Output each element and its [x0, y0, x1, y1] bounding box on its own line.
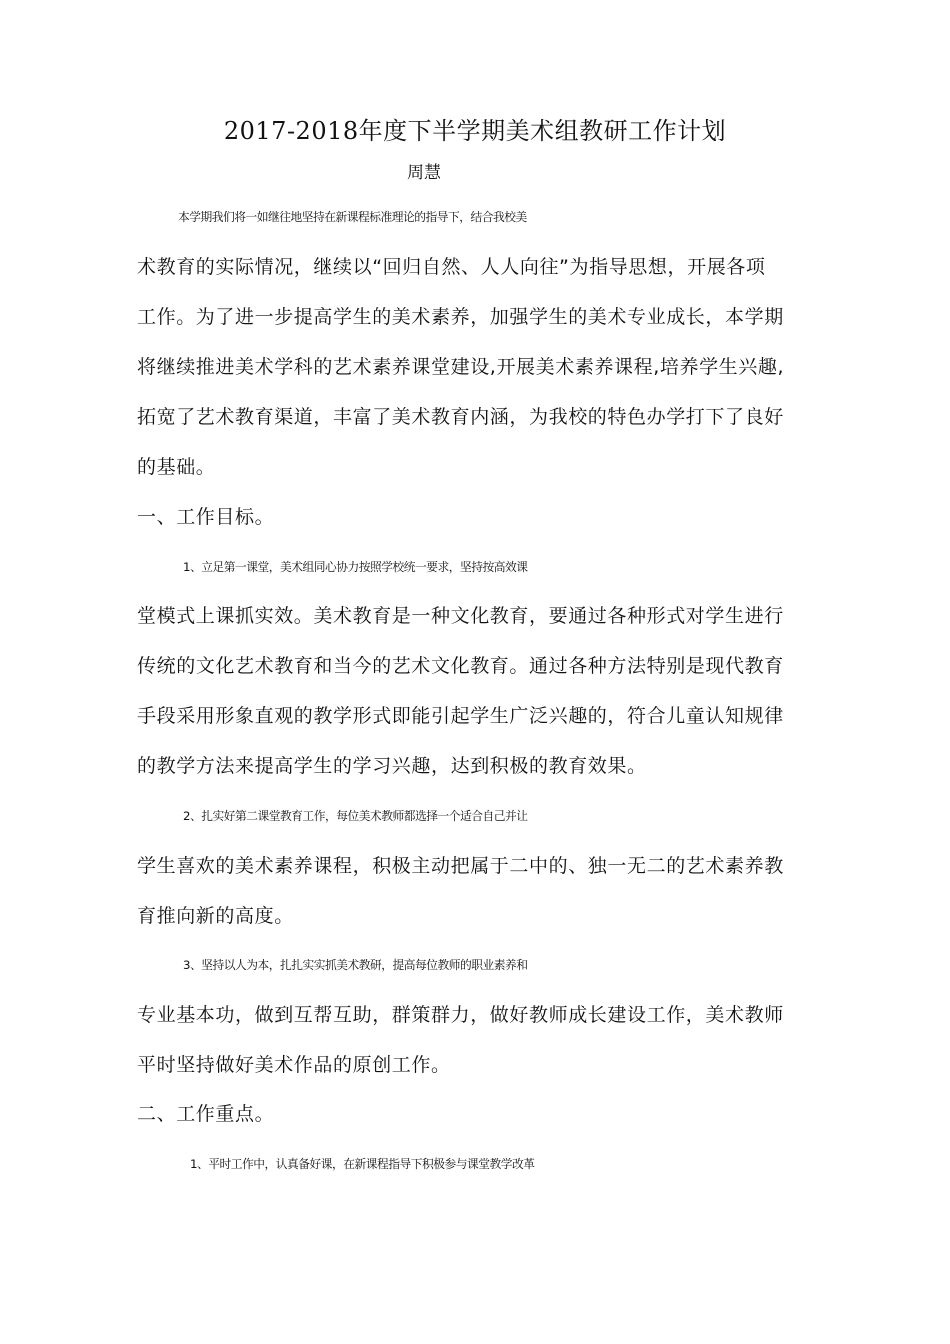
paragraph-line: 育推向新的高度。 — [137, 905, 294, 927]
paragraph-line: 的教学方法来提高学生的学习兴趣，达到积极的教育效果。 — [137, 755, 647, 777]
document-title: 2017-2018年度下半学期美术组教研工作计划 — [223, 117, 727, 145]
paragraph-line: 的基础。 — [137, 456, 216, 478]
paragraph-line: 工作。为了进一步提高学生的美术素养，加强学生的美术专业成长，本学期 — [137, 306, 784, 328]
paragraph-line: 平时坚持做好美术作品的原创工作。 — [137, 1054, 451, 1076]
paragraph-line: 3、坚持以人为本，扎扎实实抓美术教研，提高每位教师的职业素养和 — [183, 958, 528, 972]
paragraph-line: 手段采用形象直观的教学形式即能引起学生广泛兴趣的，符合儿童认知规律 — [137, 705, 784, 727]
paragraph-line: 将继续推进美术学科的艺术素养课堂建设,开展美术素养课程,培养学生兴趣, — [137, 356, 785, 378]
paragraph-line: 本学期我们将一如继往地坚持在新课程标准理论的指导下，结合我校美 — [178, 210, 527, 224]
section-heading: 一、工作目标。 — [137, 506, 275, 528]
paragraph-line: 1、平时工作中，认真备好课，在新课程指导下积极参与课堂教学改革 — [190, 1157, 535, 1171]
section-heading: 二、工作重点。 — [137, 1103, 275, 1125]
paragraph-line: 学生喜欢的美术素养课程，积极主动把属于二中的、独一无二的艺术素养教 — [137, 855, 784, 877]
paragraph-line: 堂模式上课抓实效。美术教育是一种文化教育，要通过各种形式对学生进行 — [137, 605, 784, 627]
paragraph-line: 术教育的实际情况，继续以“回归自然、人人向往”为指导思想，开展各项 — [137, 256, 766, 278]
document-author: 周慧 — [407, 163, 441, 183]
paragraph-line: 拓宽了艺术教育渠道，丰富了美术教育内涵，为我校的特色办学打下了良好 — [137, 406, 784, 428]
paragraph-line: 2、扎实好第二课堂教育工作，每位美术教师都选择一个适合自己并让 — [183, 809, 528, 823]
paragraph-line: 传统的文化艺术教育和当今的艺术文化教育。通过各种方法特别是现代教育 — [137, 655, 784, 677]
paragraph-line: 1、立足第一课堂，美术组同心协力按照学校统一要求，坚持按高效课 — [183, 560, 528, 574]
paragraph-line: 专业基本功，做到互帮互助，群策群力，做好教师成长建设工作，美术教师 — [137, 1004, 784, 1026]
